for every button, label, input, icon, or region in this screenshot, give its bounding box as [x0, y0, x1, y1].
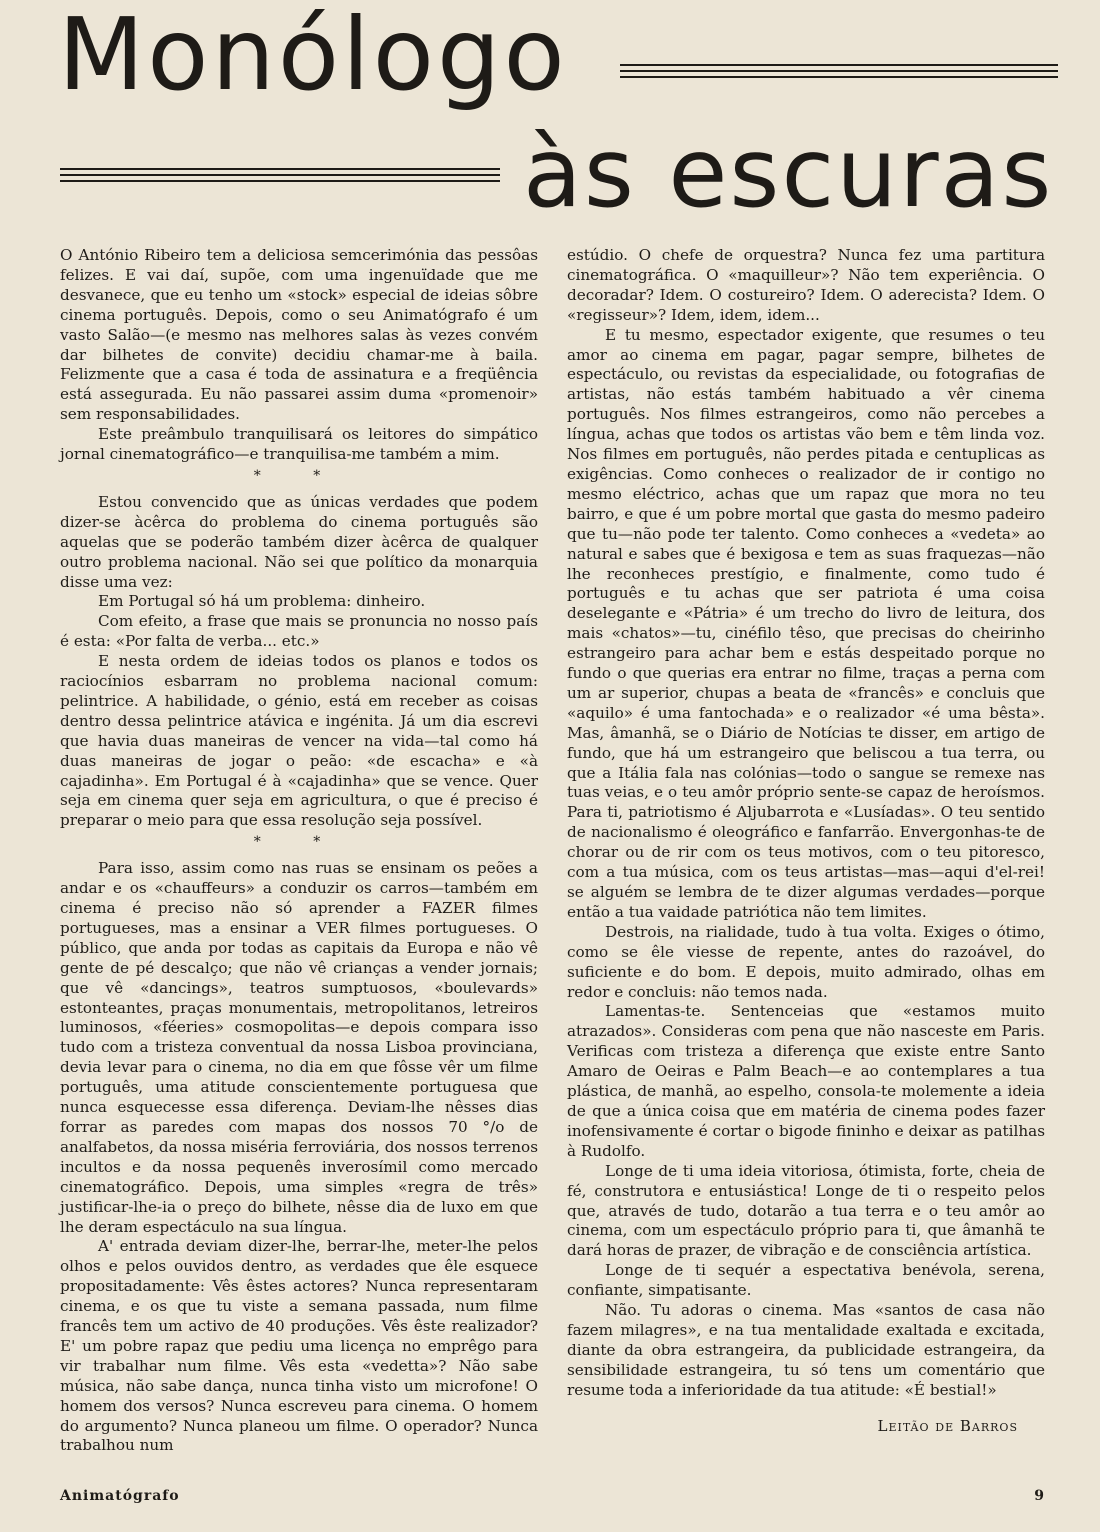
right-column [567, 246, 1045, 1401]
paragraph: Este preâmbulo tranquilisará os leitores do simpático jornal cinematográfico—e tranquilisa-me também a mim. [60, 425, 538, 464]
author-signature: Leitão de Barros [877, 1417, 1018, 1435]
paragraph: Com efeito, a frase que mais se pronuncia no nosso país é esta: «Por falta de verba... etc.» [60, 612, 538, 651]
paragraph: E tu mesmo, espectador exigente, que resumes o teu amor ao cinema em pagar, pagar sempre, bilhetes de espectáculo, ou revistas da especialidade, ou fotografias de artistas, não estás também habituado a vêr cinema português. Nos filmes estrangeiros, como não percebes a língua, achas que todos os artistas vão bem e têm linda voz. Nos filmes em português, não perdes pitada e centuplicas as exigências. Como conheces o realizador de ir contigo no mesmo eléctrico, achas que um rapaz que mora no teu bairro, e que é um pobre mortal que gasta do mesmo padeiro que tu—não pode ter talento. Como conheces a «vedeta» ao natural e sabes que é bexigosa e tem as suas fraquezas—não lhe reconheces prestígio, e finalmente, como tudo é português e tu achas que ser patriota é uma coisa deselegante e «Pátria» é um trecho do livro de leitura, dos mais «chatos»—tu, cinéfilo têso, que precisas do cheirinho estrangeiro para achar bem e estás despeitado porque no fundo o que querias era entrar no filme, traças a perna com um ar superior, chupas a beata de «francês» e concluis que «aquilo» é uma fantochada» e o realizador «é uma bêsta». Mas, âmanhã, se o Diário de Notícias te disser, em artigo de fundo, que há um estrangeiro que beliscou a tua terra, ou que a Itália fala nas colónias—todo o sangue se remexe nas tuas veias, e o teu amôr próprio sente-se capaz de heroísmos. Para ti, patriotismo é Aljubarrota e «Lusíadas». O teu sentido de nacionalismo é oleográfico e fanfarrão. Envergonhas-te de chorar ou de rir com os teus motivos, com o teu pitoresco, com a tua música, com os teus artistas—mas—aqui d'el-rei! se alguém se lembra de te dizer algumas verdades—porque então a tua vaidade patriótica não tem limites. [567, 325, 1045, 921]
section-separator: * * [253, 467, 345, 484]
article-title-line1: Monólogo [58, 0, 568, 113]
paragraph: estúdio. O chefe de orquestra? Nunca fez uma partitura cinematográfica. O «maquilleur»? Não tem experiência. O decoradar? Idem. O costureiro? Idem. O aderecista? Idem. O «regisseur»? Idem, idem, idem... [567, 246, 1045, 324]
paragraph: Destrois, na rialidade, tudo à tua volta. Exiges o ótimo, como se êle viesse de repente, antes do razoável, do suficiente e do bom. E depois, muito admirado, olhas em redor e concluis: não temos nada. [567, 922, 1045, 1001]
article-title-line2: às escuras [523, 117, 1054, 229]
paragraph: Longe de ti sequér a espectativa benévola, serena, confiante, simpatisante. [567, 1261, 1045, 1300]
left-column [60, 246, 538, 1456]
paragraph: Lamentas-te. Sentenceias que «estamos muito atrazados». Consideras com pena que não nasceste em Paris. Verificas com tristeza a diferença que existe entre Santo Amaro de Oeiras e Palm Beach—e ao contemplares a tua plástica, de manhã, ao espelho, consola-te molemente a ideia de que a única coisa que em matéria de cinema podes fazer inofensivamente é cortar o bigode fininho e deixar as patilhas à Rudolfo. [567, 1002, 1045, 1160]
paragraph: Estou convencido que as únicas verdades que podem dizer-se àcêrca do problema do cinema português são aquelas que se poderão também dizer àcêrca de qualquer outro problema nacional. Não sei que político da monarquia disse uma vez: [60, 492, 538, 591]
section-separator: * * [253, 834, 345, 851]
paragraph: O António Ribeiro tem a deliciosa semcerimónia das pessôas felizes. E vai daí, supõe, com uma ingenuïdade que me desvanece, que eu tenho um «stock» especial de ideias sôbre cinema português. Depois, como o seu Animatógrafo é um vasto Salão—(e mesmo nas melhores salas às vezes convém dar bilhetes de convite) decidiu chamar-me à baila. Felizmente que a casa é toda de assinatura e a freqüência está assegurada. Eu não passarei assim duma «promenoir» sem responsabilidades. [60, 246, 538, 424]
title-rule-top [620, 64, 1058, 78]
paragraph: Em Portugal só há um problema: dinheiro. [98, 592, 426, 611]
title-rule-bottom [60, 168, 500, 182]
footer-page-number: 9 [1034, 1488, 1044, 1504]
paragraph: Para isso, assim como nas ruas se ensinam os peões a andar e os «chauffeurs» a conduzir os carros—também em cinema é preciso não só aprender a FAZER filmes portugueses, mas a ensinar a VER filmes portugueses. O público, que anda por todas as capitais da Europa e não vê gente de pé descalço; que não vê crianças a vender jornais; que vê «dancings», teatros sumptuosos, «boulevards» estonteantes, praças monumentais, metropolitanos, letreiros luminosos, «féeries» cosmopolitas—e depois compara isso tudo com a tristeza conventual da nossa Lisboa provinciana, devia levar para o cinema, no dia em que fôsse vêr um filme português, uma atitude conscientemente portuguesa que nunca esquecesse essa diferença. Deviam-lhe nêsses dias forrar as paredes com mapas dos nossos 70 °/o de analfabetos, da nossa miséria ferroviária, dos nossos terrenos incultos e da nossa pequenês inverosímil como mercado cinematográfico. Depois, uma simples «regra de três» justificar-lhe-ia o preço do bilhete, nêsse dia de luxo em que lhe deram espectáculo na sua língua. [60, 859, 538, 1236]
paragraph: Longe de ti uma ideia vitoriosa, ótimista, forte, cheia de fé, construtora e entusiástica! Longe de ti o respeito pelos que, através de tudo, dotarão a tua terra e o teu amôr ao cinema, com um espectáculo próprio para ti, que âmanhã te dará horas de prazer, de vibração e de consciência artística. [567, 1161, 1045, 1260]
paragraph: E nesta ordem de ideias todos os planos e todos os raciocínios esbarram no problema nacional comum: pelintrice. A habilidade, o génio, está em receber as coisas dentro dessa pelintrice atávica e ingénita. Já um dia escrevi que havia duas maneiras de vencer na vida—tal como há duas maneiras de jogar o peão: «de escacha» e «à cajadinha». Em Portugal é à «cajadinha» que se vence. Quer seja em cinema quer seja em agricultura, o que é preciso é preparar o meio para que essa resolução seja possível. [60, 652, 538, 830]
paragraph: Não. Tu adoras o cinema. Mas «santos de casa não fazem milagres», e na tua mentalidade exaltada e excitada, diante da obra estrangeira, da publicidade estrangeira, da sensibilidade estrangeira, tu só tens um comentário que resume toda a inferioridade da tua atitude: «É bestial!» [567, 1301, 1045, 1399]
footer-publication-name: Animatógrafo [60, 1488, 180, 1504]
paragraph: A' entrada deviam dizer-lhe, berrar-lhe, meter-lhe pelos olhos e pelos ouvidos dentro, as verdades que êle esquece propositadamente: Vês êstes actores? Nunca representaram cinema, e os que tu viste a semana passada, num filme francês tem um activo de 40 produções. Vês êste realizador? E' um pobre rapaz que pediu uma licença no emprêgo para vir trabalhar num filme. Vês esta «vedetta»? Não sabe música, não sabe dança, nunca tinha visto um microfone! O homem dos versos? Nunca escreveu para cinema. O homem do argumento? Nunca planeou um filme. O operador? Nunca trabalhou num [60, 1237, 538, 1455]
